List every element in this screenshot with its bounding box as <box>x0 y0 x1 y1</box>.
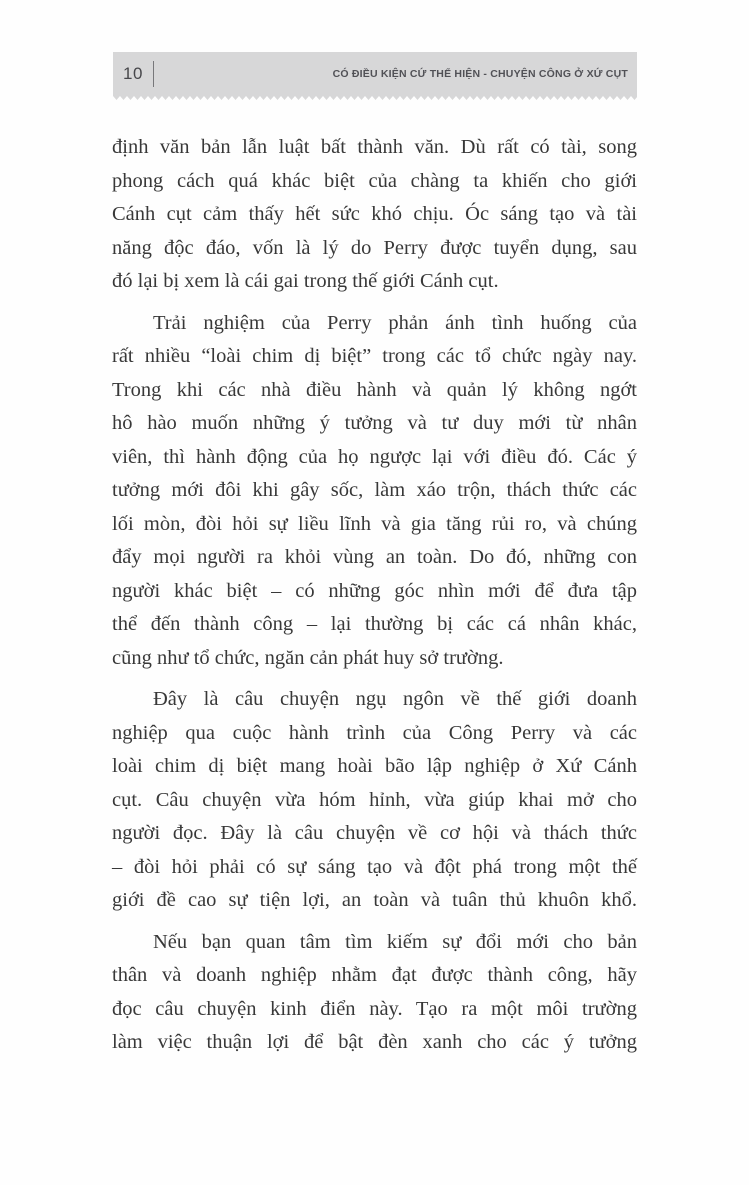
paragraph <box>112 131 637 299</box>
body-line: đó lại bị xem là cái gai trong thế giới Cánh cụt. <box>112 270 499 292</box>
body-line: làm việc thuận lợi để bật đèn xanh cho các ý tưởng <box>112 1031 637 1053</box>
body-line: giới đề cao sự tiện lợi, an toàn và tuân thủ khuôn khổ. <box>112 889 637 911</box>
body-line: đọc câu chuyện kinh điển này. Tạo ra một môi trường <box>112 997 637 1020</box>
body-line: phong cách quá khác biệt của chàng ta khiến cho giới <box>112 169 637 192</box>
body-line: tưởng mới đôi khi gây sốc, làm xáo trộn, thách thức các <box>112 479 637 501</box>
paragraph <box>112 683 637 918</box>
body-line: hô hào muốn những ý tưởng và tư duy mới từ nhân <box>112 412 637 434</box>
body-line: cụt. Câu chuyện vừa hóm hỉnh, vừa giúp khai mở cho <box>112 788 637 811</box>
body-line: loài chim dị biệt mang hoài bão lập nghiệp ở Xứ Cánh <box>112 755 637 777</box>
body-line: nghiệp qua cuộc hành trình của Công Perry và các <box>112 721 637 744</box>
running-header <box>113 52 637 96</box>
body-text <box>112 131 637 1068</box>
paragraph <box>112 926 637 1060</box>
body-line: thể đến thành công – lại thường bị các cá nhân khác, <box>112 613 637 635</box>
body-line: thân và doanh nghiệp nhằm đạt được thành công, hãy <box>112 964 637 986</box>
body-line: định văn bản lẫn luật bất thành văn. Dù rất có tài, song <box>112 136 637 158</box>
header-zigzag-edge <box>113 96 637 100</box>
body-line: – đòi hỏi phải có sự sáng tạo và đột phá trong một thế <box>112 855 637 878</box>
zigzag-path <box>113 96 637 100</box>
body-line: Trong khi các nhà điều hành và quản lý không ngớt <box>112 378 637 401</box>
page-number: 10 <box>123 64 143 83</box>
body-line: người khác biệt – có những góc nhìn mới để đưa tập <box>112 579 637 602</box>
body-line: năng độc đáo, vốn là lý do Perry được tuyển dụng, sau <box>112 236 637 259</box>
body-line: cũng như tổ chức, ngăn cản phát huy sở trường. <box>112 646 504 669</box>
paragraph <box>112 307 637 676</box>
chapter-title: CÓ ĐIỀU KIỆN CỨ THỂ HIỆN - CHUYỆN CÔNG Ở XỨ CỤT <box>332 68 628 80</box>
body-line: rất nhiều “loài chim dị biệt” trong các tổ chức ngày nay. <box>112 345 637 367</box>
body-line: Đây là câu chuyện ngụ ngôn về thế giới doanh <box>153 688 637 710</box>
body-line: Nếu bạn quan tâm tìm kiếm sự đổi mới cho bản <box>153 930 637 953</box>
body-line: viên, thì hành động của họ ngược lại với điều đó. Các ý <box>112 445 637 468</box>
body-line: đẩy mọi người ra khỏi vùng an toàn. Do đó, những con <box>112 546 637 568</box>
body-line: Cánh cụt cảm thấy hết sức khó chịu. Óc sáng tạo và tài <box>112 203 637 225</box>
body-line: lối mòn, đòi hỏi sự liều lĩnh và gia tăng rủi ro, và chúng <box>112 512 637 535</box>
body-line: người đọc. Đây là câu chuyện về cơ hội và thách thức <box>112 822 637 844</box>
body-line: Trải nghiệm của Perry phản ánh tình huống của <box>153 311 637 334</box>
